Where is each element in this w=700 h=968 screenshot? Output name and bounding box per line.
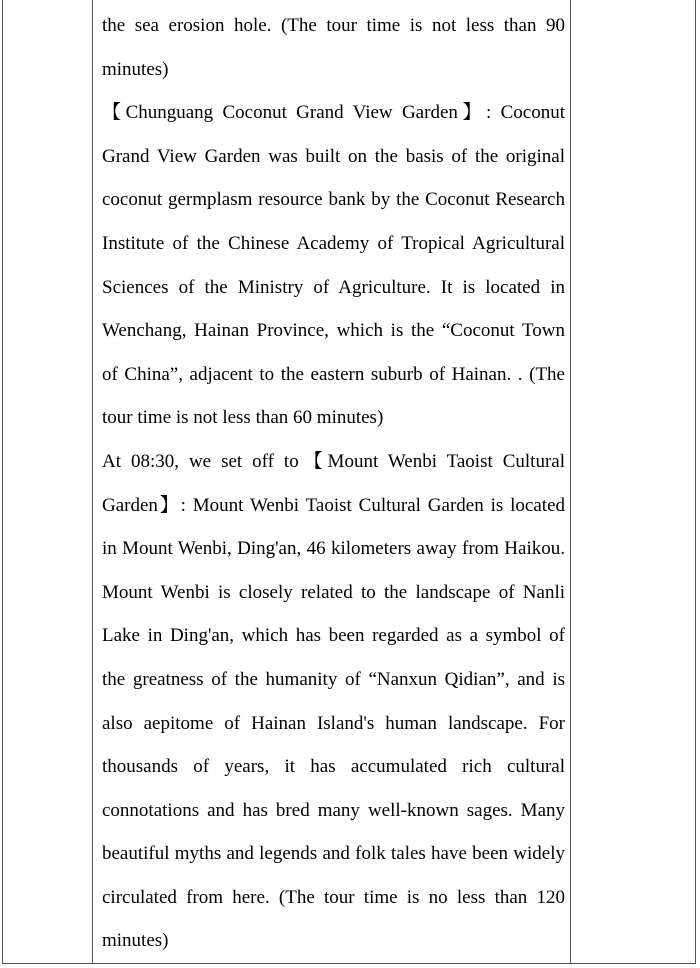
right-column-divider (570, 0, 571, 963)
paragraph-mount-wenbi-garden: At 08:30, we set off to【Mount Wenbi Taoist Cultural Garden】: Mount Wenbi Taoist Cultural Garden is located in Mount Wenbi, Ding'an, 46 kilometers away from Haikou. Mount Wenbi is closely related to the landscape of Nanli Lake in Ding'an, which has been regarded as a symbol of the greatness of the humanity of “Nanxun Qidian”, and is also aepitome of Hainan Island's human landscape. For thousands of years, it has accumulated rich cultural connotations and has bred many well-known sages. Many beautiful myths and legends and folk tales have been widely circulated from here. (The tour time is no less than 120 minutes) (102, 450, 565, 952)
itinerary-description-cell (102, 4, 565, 963)
left-column-divider (92, 0, 93, 963)
paragraph-chunguang-coconut-garden: 【Chunguang Coconut Grand View Garden】: Coconut Grand View Garden was built on the basis of the original coconut germplasm resource bank by the Coconut Research Institute of the Chinese Academy of Tropical Agricultural Sciences of the Ministry of Agriculture. It is located in Wenchang, Hainan Province, which is the “Coconut Town of China”, adjacent to the eastern suburb of Hainan. . (The tour time is not less than 60 minutes) (102, 102, 565, 429)
paragraph-sea-erosion-hole: the sea erosion hole. (The tour time is not less than 90 minutes) (102, 15, 565, 80)
itinerary-table (2, 0, 696, 964)
